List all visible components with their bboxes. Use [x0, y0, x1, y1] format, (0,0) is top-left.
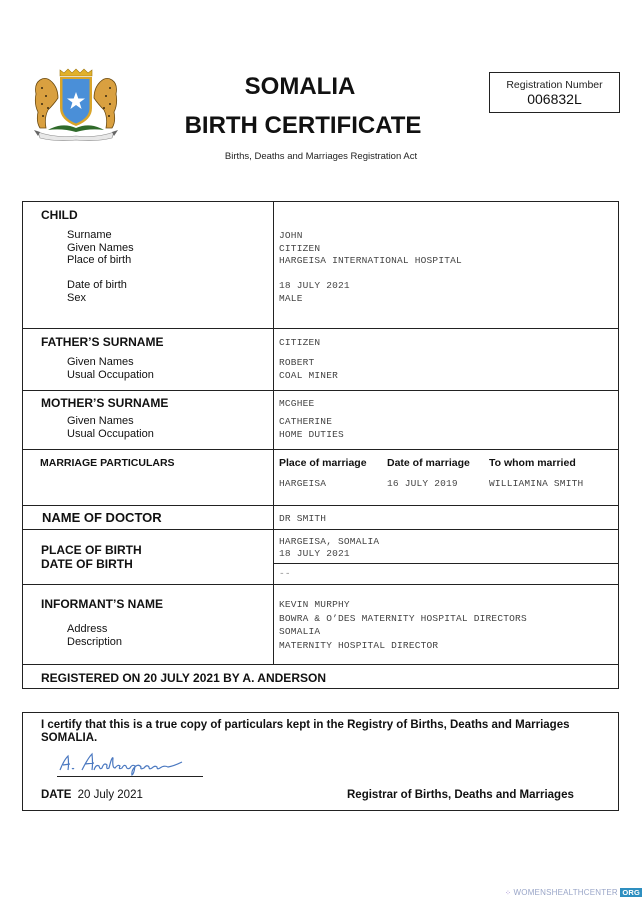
registrar-title: Registrar of Births, Deaths and Marriages [347, 789, 574, 801]
document-title: BIRTH CERTIFICATE [184, 112, 422, 139]
child-date-of-birth-value: 18 JULY 2021 [279, 280, 350, 291]
father-surname-value: CITIZEN [279, 337, 321, 348]
child-place-of-birth-value: HARGEISA INTERNATIONAL HOSPITAL [279, 255, 462, 266]
marriage-spouse-value: WILLIAMINA SMITH [489, 478, 584, 489]
date-of-birth-value: 18 JULY 2021 [279, 548, 350, 559]
row-divider [22, 328, 619, 329]
registration-number-value: 006832L [527, 91, 582, 107]
child-labels [67, 229, 134, 304]
country-title: SOMALIA [244, 73, 356, 100]
child-sex-value: MALE [279, 292, 303, 304]
birth-extra-value: -- [279, 568, 291, 579]
child-place-of-birth-label: Place of birth [67, 254, 132, 266]
row-divider [22, 505, 619, 506]
informant-name-value: KEVIN MURPHY [279, 599, 350, 610]
child-heading: CHILD [41, 208, 78, 222]
certification-date [41, 789, 143, 801]
row-divider [22, 449, 619, 450]
marriage-column-spouse: To whom married [489, 457, 576, 469]
informant-values [279, 598, 527, 652]
marriage-column-date: Date of marriage [387, 457, 470, 469]
informant-description-label: Description [67, 636, 123, 648]
informant-name-heading: INFORMANT’S NAME [41, 597, 163, 611]
signature-line [57, 776, 203, 777]
marriage-date-value: 16 JULY 2019 [387, 478, 458, 489]
child-surname-label: Surname [67, 229, 112, 241]
informant-labels [67, 623, 122, 649]
mother-given-names-value: CATHERINE [279, 416, 333, 427]
child-given-names-value: CITIZEN [279, 242, 321, 254]
mother-occupation-label: Usual Occupation [67, 427, 154, 440]
father-values [279, 357, 338, 382]
father-occupation-value: COAL MINER [279, 369, 339, 381]
father-surname-heading: FATHER’S SURNAME [41, 335, 164, 349]
row-divider [22, 390, 619, 391]
row-divider [273, 563, 619, 564]
watermark-badge: ORG [622, 888, 640, 897]
mother-occupation-value: HOME DUTIES [279, 428, 344, 440]
registration-number-label: Registration Number [506, 79, 603, 91]
place-of-birth-value: HARGEISA, SOMALIA [279, 536, 380, 547]
mother-labels [67, 415, 154, 440]
dots-icon: ⁘ [505, 890, 512, 897]
marriage-place-value: HARGEISA [279, 478, 327, 489]
father-occupation-label: Usual Occupation [67, 368, 154, 381]
watermark-logo [505, 888, 642, 897]
signature-icon [56, 750, 191, 776]
mother-values [279, 416, 344, 441]
column-divider [273, 202, 274, 664]
certification-line1: I certify that this is a true copy of particulars kept in the Registry of Births, Deaths and Marriages [41, 719, 570, 731]
child-sex-label: Sex [67, 291, 86, 304]
certification-text [41, 719, 570, 745]
mother-given-names-label: Given Names [67, 415, 134, 427]
father-given-names-value: ROBERT [279, 357, 315, 368]
child-given-names-label: Given Names [67, 241, 134, 254]
date-label: DATE [41, 789, 72, 801]
birth-headings [41, 543, 142, 571]
marriage-column-place: Place of marriage [279, 457, 367, 469]
child-values [279, 230, 462, 305]
child-surname-value: JOHN [279, 230, 303, 241]
doctor-value: DR SMITH [279, 513, 327, 524]
watermark-text: WOMENSHEALTHCENTER [513, 888, 618, 897]
registration-number-box [489, 72, 620, 113]
registered-statement: REGISTERED ON 20 JULY 2021 BY A. ANDERSON [41, 671, 326, 685]
birth-values [279, 536, 379, 560]
marriage-particulars-heading: MARRIAGE PARTICULARS [40, 457, 175, 469]
father-given-names-label: Given Names [67, 356, 134, 368]
row-divider [22, 584, 619, 585]
registrar-signature [56, 750, 191, 776]
place-of-birth-heading: PLACE OF BIRTH [41, 543, 142, 557]
mother-surname-heading: MOTHER’S SURNAME [41, 396, 169, 410]
date-value: 20 July 2021 [77, 789, 143, 801]
registration-act-subtitle: Births, Deaths and Marriages Registration Act [224, 151, 418, 162]
date-of-birth-heading: DATE OF BIRTH [41, 557, 133, 571]
informant-address-label: Address [67, 623, 108, 635]
informant-description-value: MATERNITY HOSPITAL DIRECTOR [279, 639, 439, 651]
doctor-heading: NAME OF DOCTOR [42, 510, 162, 525]
row-divider [22, 664, 619, 665]
certification-line2: SOMALIA. [41, 732, 98, 744]
informant-address-line1: BOWRA & O’DES MATERNITY HOSPITAL DIRECTORS [279, 612, 527, 624]
father-labels [67, 356, 154, 381]
mother-surname-value: MCGHEE [279, 398, 315, 409]
informant-address-line2: SOMALIA [279, 626, 321, 637]
child-date-of-birth-label: Date of birth [67, 279, 127, 291]
row-divider [22, 529, 619, 530]
